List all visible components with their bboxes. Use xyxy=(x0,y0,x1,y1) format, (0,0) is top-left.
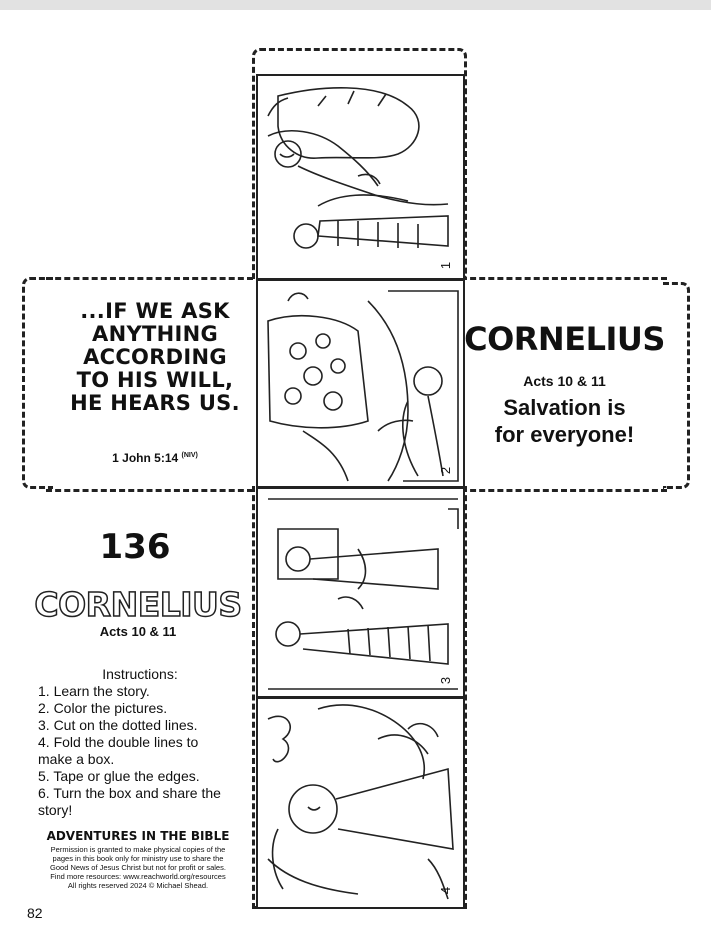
message-line-1: Salvation is xyxy=(503,395,626,420)
story-panel-2 xyxy=(256,279,465,488)
permission-line: All rights reserved 2024 © Michael Shead. xyxy=(67,881,209,890)
peter-preaching-illustration xyxy=(258,699,463,907)
top-bar xyxy=(0,0,711,10)
panel-number-2: 2 xyxy=(438,466,454,475)
permission-line: Find more resources: www.reachworld.org/resources xyxy=(50,872,226,881)
cut-line-right-flap xyxy=(663,282,690,489)
angel-appears-to-cornelius-illustration xyxy=(258,76,463,278)
verse-reference xyxy=(60,451,250,465)
instruction-step: 4. Fold the double lines to xyxy=(38,734,199,750)
verse-line: ANYTHING xyxy=(92,322,218,346)
message-line-2: for everyone! xyxy=(494,422,635,447)
story-panel-1 xyxy=(256,74,465,280)
verse-line: ACCORDING xyxy=(83,345,227,369)
right-face-reference: Acts 10 & 11 xyxy=(523,373,606,389)
right-face-message xyxy=(463,394,666,448)
panel-number-4: 4 xyxy=(438,886,454,895)
panel-number-3: 3 xyxy=(438,676,454,685)
instruction-step: make a box. xyxy=(38,751,115,767)
permission-line: Permission is granted to make physical copies of the xyxy=(50,845,226,854)
page-number: 82 xyxy=(27,905,43,921)
panel-number-1: 1 xyxy=(438,261,454,270)
instruction-step: story! xyxy=(38,802,73,818)
lesson-reference: Acts 10 & 11 xyxy=(99,624,177,639)
peter-vision-of-animals-illustration xyxy=(258,281,463,486)
instruction-step: 5. Tape or glue the edges. xyxy=(38,768,200,784)
verse-version: (NIV) xyxy=(181,452,198,459)
verse-line: TO HIS WILL, xyxy=(76,368,234,392)
story-panel-4 xyxy=(256,697,465,909)
peter-meets-cornelius-illustration xyxy=(258,489,463,696)
memory-verse xyxy=(60,300,250,415)
verse-line: ...IF WE ASK xyxy=(80,299,230,323)
instructions-title: Instructions: xyxy=(102,666,178,682)
permission-notice xyxy=(30,845,246,890)
brand-name: ADVENTURES IN THE BIBLE xyxy=(46,829,230,843)
lesson-number: 136 xyxy=(99,527,171,567)
instruction-step: 6. Turn the box and share the xyxy=(38,785,221,801)
instructions-list xyxy=(38,683,238,819)
lesson-title: CORNELIUS xyxy=(34,585,242,624)
instruction-step: 3. Cut on the dotted lines. xyxy=(38,717,198,733)
right-face-title: CORNELIUS xyxy=(464,320,665,358)
permission-line: pages in this book only for ministry use to share the xyxy=(52,854,224,863)
instruction-step: 2. Color the pictures. xyxy=(38,700,168,716)
instruction-step: 1. Learn the story. xyxy=(38,683,150,699)
permission-line: Good News of Jesus Christ but not for profit or sales. xyxy=(50,863,226,872)
verse-line: HE HEARS US. xyxy=(70,391,240,415)
story-panel-3 xyxy=(256,487,465,698)
verse-reference-text: 1 John 5:14 xyxy=(112,451,179,465)
